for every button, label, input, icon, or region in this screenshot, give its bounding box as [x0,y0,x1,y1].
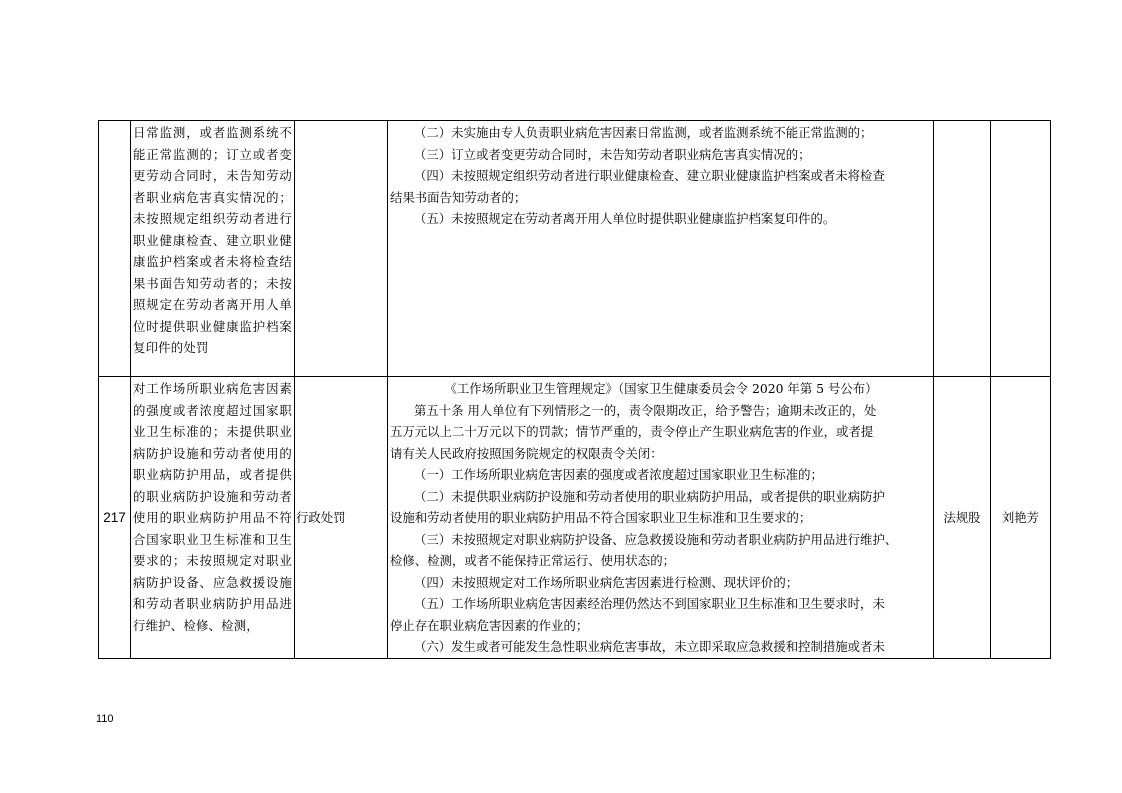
basis-line: （四）未按照规定对工作场所职业病危害因素进行检测、现状评价的； [414,574,799,590]
page-number: 110 [96,713,114,725]
basis-line: （六）发生或者可能发生急性职业病危害事故，未立即采取应急救援和控制措施或者未 [414,639,885,654]
table-row [99,121,1051,377]
responsible-department [934,121,991,377]
penalty-table [98,120,1051,659]
item-type: 行政处罚 [295,377,388,659]
responsible-person: 刘艳芳 [991,377,1051,659]
basis-line: 请有关人民政府按照国务院规定的权限责令关闭： [390,445,663,461]
basis-line: 《工作场所职业卫生管理规定》（国家卫生健康委员会令 2020 年第 5 号公布） [444,381,878,396]
basis-line: 停止存在职业病危害因素的作业的； [390,617,589,633]
basis-line: （四）未按照规定组织劳动者进行职业健康检查、建立职业健康监护档案或者未将检查 [414,168,885,183]
basis-line: 检修、检测，或者不能保持正常运行、使用状态的； [390,553,675,568]
basis-line: 五万元以上二十万元以下的罚款；情节严重的，责令停止产生职业病危害的作业，或者提 [390,424,874,439]
item-type [295,121,388,377]
basis-line: （二）未提供职业病防护设施和劳动者使用的职业病防护用品，或者提供的职业病防护 [414,488,885,504]
basis-line: 第五十条 用人单位有下列情形之一的，责令限期改正，给予警告；逾期未改正的，处 [414,402,877,418]
basis-line: （五）未按照规定在劳动者离开用人单位时提供职业健康监护档案复印件的。 [414,211,836,226]
basis-line: 结果书面告知劳动者的； [390,189,527,205]
table-row [99,377,1051,659]
item-name: 日常监测，或者监测系统不能正常监测的；订立或者变更劳动合同时，未告知劳动者职业病危害真实情况的；未按照规定组织劳动者进行职业健康检查、建立职业健康监护档案或者未将检查结果书面告知劳动者的；未按照规定在劳动者离开用人单位时提供职业健康监护档案复印件的处罚 [131,121,295,377]
legal-basis [388,377,934,659]
legal-basis [388,121,934,377]
row-number: 217 [99,377,131,659]
responsible-person [991,121,1051,377]
basis-line: （三）订立或者变更劳动合同时，未告知劳动者职业病危害真实情况的； [414,146,811,162]
basis-line: （一）工作场所职业病危害因素的强度或者浓度超过国家职业卫生标准的； [414,467,823,482]
row-number [99,121,131,377]
basis-line: （五）工作场所职业病危害因素经治理仍然达不到国家职业卫生标准和卫生要求时，未 [414,596,885,611]
basis-line: （二）未实施由专人负责职业病危害因素日常监测，或者监测系统不能正常监测的； [414,125,873,140]
responsible-department: 法规股 [934,377,991,659]
basis-line: 设施和劳动者使用的职业病防护用品不符合国家职业卫生标准和卫生要求的； [390,510,812,525]
item-name: 对工作场所职业病危害因素的强度或者浓度超过国家职业卫生标准的；未提供职业病防护设施和劳动者使用的职业病防护用品，或者提供的职业病防护设施和劳动者使用的职业病防护用品不符合国家职业卫生标准和卫生要求的；未按照规定对职业病防护设备、应急救援设施和劳动者职业病防护用品进行维护、检修、检测， [131,377,295,659]
basis-line: （三）未按照规定对职业病防护设备、应急救援设施和劳动者职业病防护用品进行维护、 [414,531,898,547]
